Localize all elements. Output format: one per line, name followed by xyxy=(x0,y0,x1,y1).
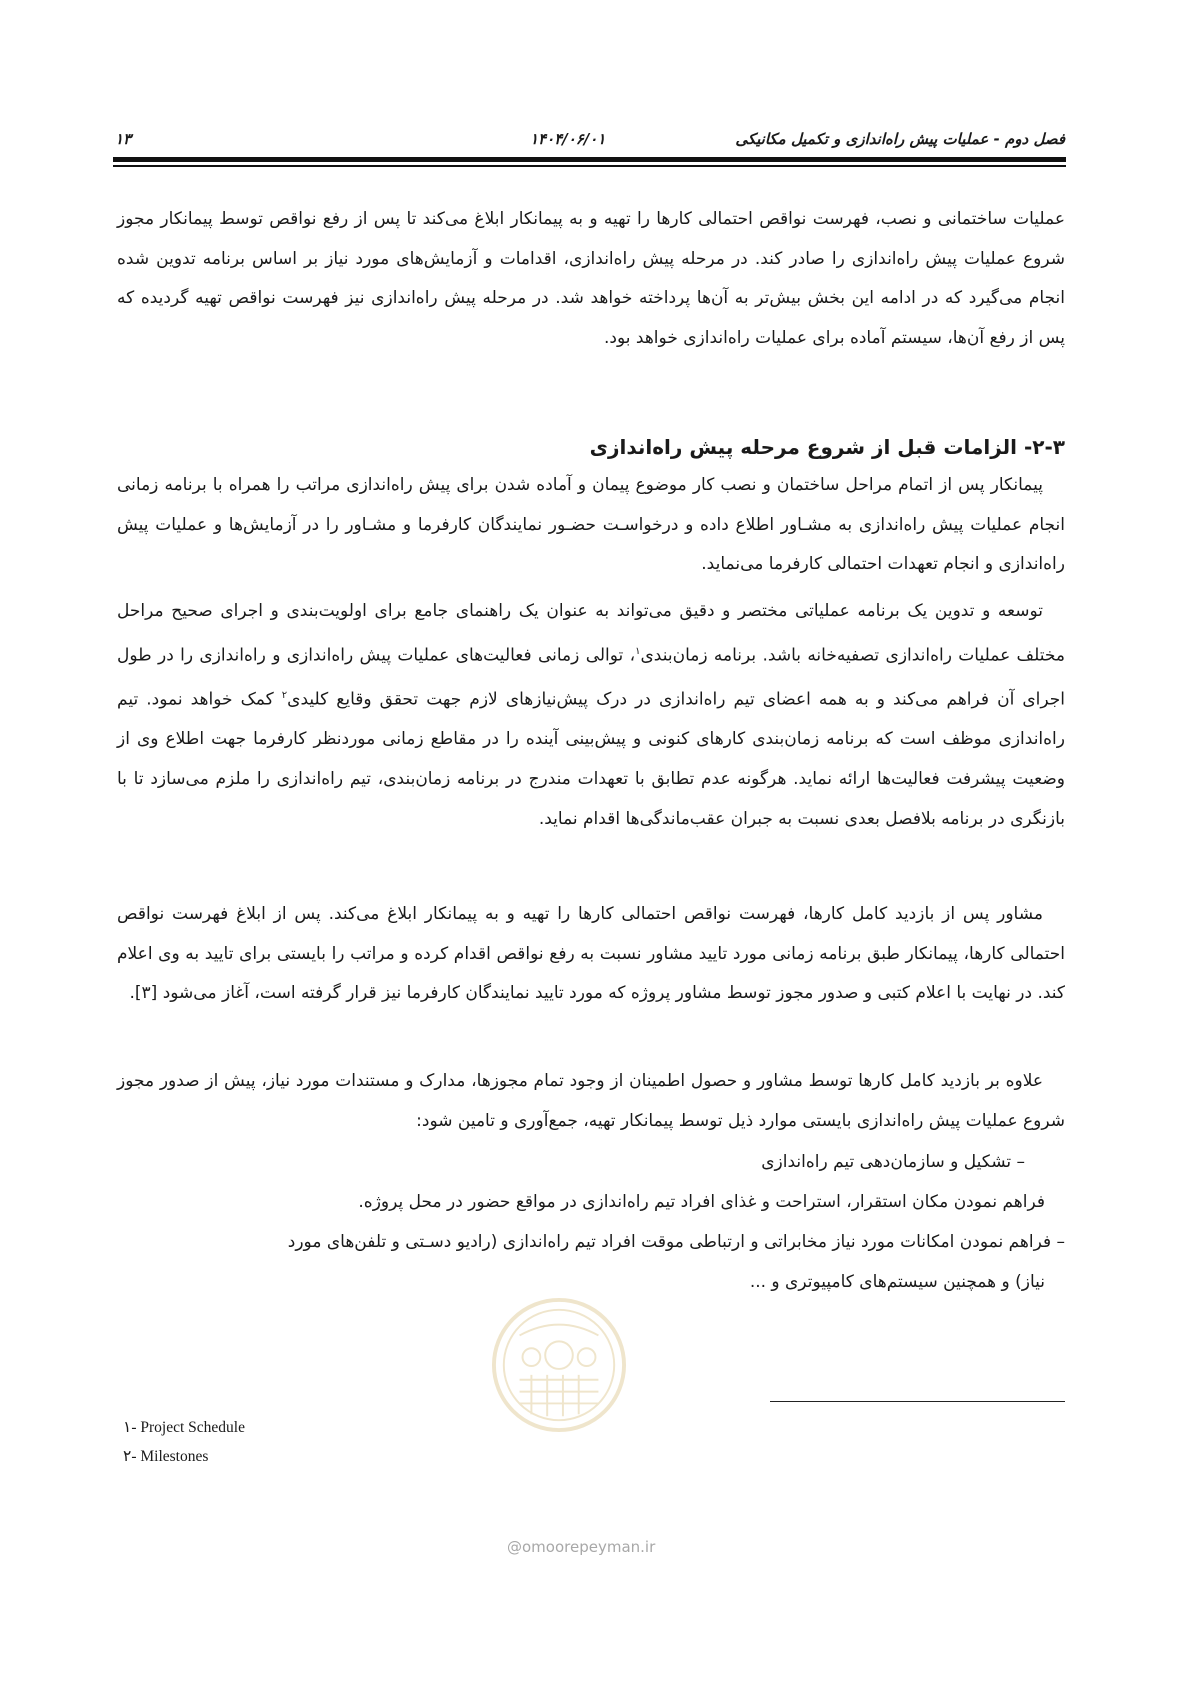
watermark-seal-logo xyxy=(490,1296,628,1434)
page-number: ۱۳ xyxy=(115,130,132,148)
bullet-item-1: – تشکیل و سازمان‌دهی تیم راه‌اندازی xyxy=(761,1152,1025,1172)
footnote-mark-2: ۲ xyxy=(281,690,288,702)
bullet-item-1-continuation: فراهم نمودن مکان استقرار، استراحت و غذای افراد تیم راه‌اندازی در مواقع حضور در محل پروژه. xyxy=(358,1192,1045,1212)
paragraph-4-block xyxy=(117,1062,1065,1141)
paragraph-2-part-a: توسعه و تدوین یک برنامه عملیاتی مختصر و دقیق می‌تواند به عنوان یک راهنمای جامع برای اولویت‌بندی و اجرای صحیح مراحل مختلف عملیات راه‌اندازی تصفیه‌خانه باشد. برنامه زمان‌بندی xyxy=(117,601,1065,666)
footnote-separator xyxy=(770,1401,1065,1402)
paragraph-3-block xyxy=(117,895,1065,1014)
paragraph-2 xyxy=(117,592,1065,840)
header-rule-thin xyxy=(113,165,1066,167)
paragraph-2-block xyxy=(117,592,1065,840)
footnote-1: ۱- Project Schedule xyxy=(123,1419,245,1436)
section-heading: ۲-۳- الزامات قبل از شروع مرحله پیش راه‌اندازی xyxy=(589,435,1065,459)
watermark-url-text: omoorepeyman.ir xyxy=(522,1538,656,1556)
paragraph-4: علاوه بر بازدید کامل کارها توسط مشاور و حصول اطمینان از وجود تمام مجوزها، مدارک و مستندات مورد نیاز، پیش از صدور مجوز شروع عملیات پیش راه‌اندازی بایستی موارد ذیل توسط پیمانکار تهیه، جمع‌آوری و تامین شود: xyxy=(117,1071,1065,1131)
running-header-date: ۱۴۰۴/۰۶/۰۱ xyxy=(530,130,606,148)
paragraph-1: پیمانکار پس از اتمام مراحل ساختمان و نصب کار موضوع پیمان و آماده شدن برای پیش راه‌اندازی مراتب را همراه با برنامه زمانی انجام عملیات پیش راه‌اندازی به مشـاور اطلاع داده و درخواسـت حضـور نمایندگان کارفرما و مشـاور را در آزمایش‌ها و عملیات پیش راه‌اندازی و انجام تعهدات احتمالی کارفرما می‌نماید. xyxy=(117,475,1065,575)
paragraph-2-part-c: کمک خواهد نمود. تیم راه‌اندازی موظف است که برنامه زمان‌بندی کارهای کنونی و پیش‌بینی آینده را در مقاطع زمانی موردنظر کارفرما جهت اطلاع وی از وضعیت پیشرفت فعالیت‌ها ارائه نماید. هرگونه عدم تطابق با تعهدات مندرج در برنامه زمان‌بندی، تیم راه‌اندازی را ملزم می‌سازد تا با بازنگری در برنامه بلافصل بعدی نسبت به جبران عقب‌ماندگی‌ها اقدام نماید. xyxy=(117,689,1065,829)
footnote-mark-1: ۱ xyxy=(635,645,641,657)
bullet-item-2-line-2: نیاز) و همچنین سیستم‌های کامپیوتری و ... xyxy=(749,1272,1045,1292)
bullet-item-2-line-1: – فراهم نمودن امکانات مورد نیاز مخابراتی و ارتباطی موقت افراد تیم راه‌اندازی (رادیو دسـتی و تلفن‌های مورد xyxy=(287,1232,1065,1252)
footnote-2: ۲- Milestones xyxy=(123,1448,209,1465)
intro-paragraph-block xyxy=(117,200,1065,359)
paragraph-3: مشاور پس از بازدید کامل کارها، فهرست نواقص احتمالی کارها را تهیه و به پیمانکار ابلاغ می‌کند. پس از ابلاغ فهرست نواقص احتمالی کارها، پیمانکار طبق برنامه زمانی مورد تایید مشاور نسبت به رفع نواقص اقدام کرده و مراتب را بایستی برای تایید به وی اعلام کند. در نهایت با اعلام کتبی و صدور مجوز توسط مشاور پروژه که مورد تایید نمایندگان کارفرما نیز قرار گرفته است، آغاز می‌شود [۳]. xyxy=(117,904,1065,1004)
watermark-url: @omoorepeyman.ir xyxy=(507,1538,656,1556)
paragraph-2-part-b: ، توالی زمانی فعالیت‌های عملیات پیش راه‌اندازی و راه‌اندازی را در طول اجرای آن فراهم می‌کند و به همه اعضای تیم راه‌اندازی در درک پیش‌نیازهای لازم جهت تحقق وقایع کلیدی xyxy=(117,645,1065,710)
paragraph-1-block xyxy=(117,466,1065,585)
intro-paragraph: عملیات ساختمانی و نصب، فهرست نواقص احتمالی کارها را تهیه و به پیمانکار ابلاغ می‌کند تا پس از رفع نواقص توسط پیمانکار مجوز شروع عملیات پیش راه‌اندازی را صادر کند. در مرحله پیش راه‌اندازی، اقدامات و آزمایش‌های مورد نیاز بر اساس برنامه تدوین شده انجام می‌گیرد که در ادامه این بخش بیش‌تر به آن‌ها پرداخته خواهد شد. در مرحله پیش راه‌اندازی نیز فهرست نواقص تهیه گردیده که پس از رفع آن‌ها، سیستم آماده برای عملیات راه‌اندازی خواهد بود. xyxy=(117,209,1065,349)
running-header-title: فصل دوم - عملیات پیش راه‌اندازی و تکمیل مکانیکی xyxy=(735,130,1065,148)
header-rule-thick xyxy=(113,157,1066,162)
